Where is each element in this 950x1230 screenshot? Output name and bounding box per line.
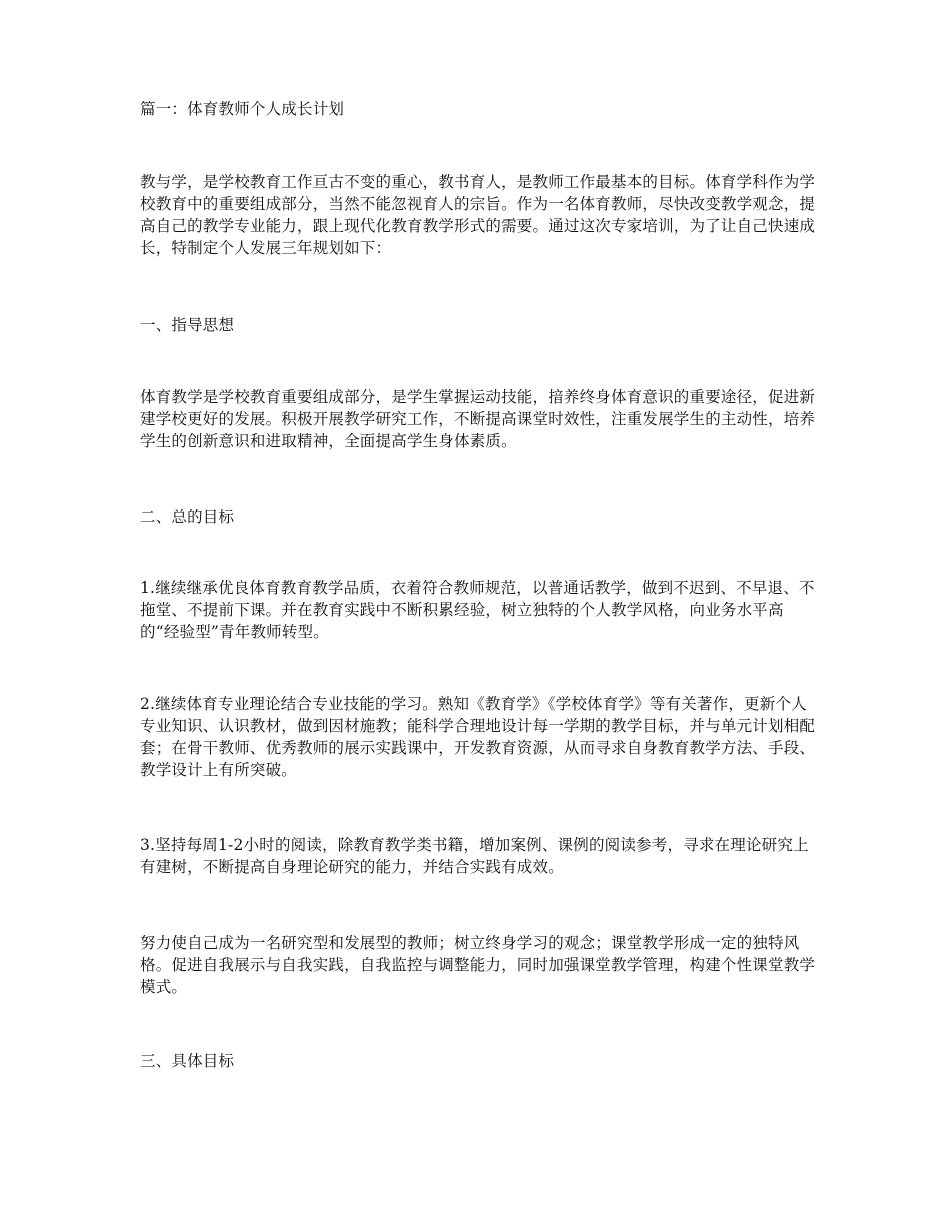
section-heading-overall-goals: 二、总的目标 <box>140 508 235 526</box>
guiding-thought-paragraph: 体育教学是学校教育重要组成部分，是学生掌握运动技能，揞养终身体育意识的重要途径，促进新建学校更好的发展。积极开展教学研究工作，不断提高课堂时效性，注重发展学生的主动性，培养学生的创新意识和进取精神，全面提高学生身体素质。 <box>140 388 816 450</box>
section-heading-specific-goals: 三、具体目标 <box>140 1052 235 1070</box>
goal-item-3: 3.坚持每周1-2小时的阅读，除教育教学类书籍，增加案例、课例的阅读参考，寻求在理论研究上有建树，不断提高自身理论研究的能力，并结合实践有成效。 <box>140 836 809 876</box>
section-heading-guiding-thought: 一、指导思想 <box>140 316 235 334</box>
intro-paragraph: 教与学，是学校教育工作亘古不变的重心，教书育人，是教师工作最基本的目标。体育学科作为学校教育中的重要组成部分，当然不能忽视育人的宗旨。作为一名体育教师，尽快改变教学观念，提高自己的教学专业能力，跟上现代化教育教学形式的需要。通过这次专家培训，为了让自己快速成长，特制定个人发展三年规划如下： <box>140 173 816 257</box>
goal-item-1: 1.继续继承优良体育教育教学品质，衣着符合教师规范，以普通话教学，做到不迟到、不早退、不拖堂、不提前下课。并在教育实践中不断积累经验，树立独特的个人教学风格，向业务水平高的“经验型”青年教师转型。 <box>140 579 815 641</box>
summary-paragraph: 努力使自己成为一名研究型和发展型的教师；树立终身学习的观念；课堂教学形成一定的独特风格。促进自我展示与自我实践，自我监控与调整能力，同时加强课堂教学管理，构建个性课堂教学模式。 <box>140 934 816 996</box>
goal-item-2: 2.继续体育专业理论结合专业技能的学习。熟知《教育学》《学校体育学》等有关著作，更新个人专业知识、认识教材，做到因材施教；能科学合理地设计每一学期的教学目标，并与单元计划相配套；在骨干教师、优秀教师的展示实践课中，开发教育资源，从而寻求自身教育教学方法、手段、教学设计上有所突破。 <box>140 695 816 779</box>
document-title: 篇一：体育教师个人成长计划 <box>140 100 345 118</box>
